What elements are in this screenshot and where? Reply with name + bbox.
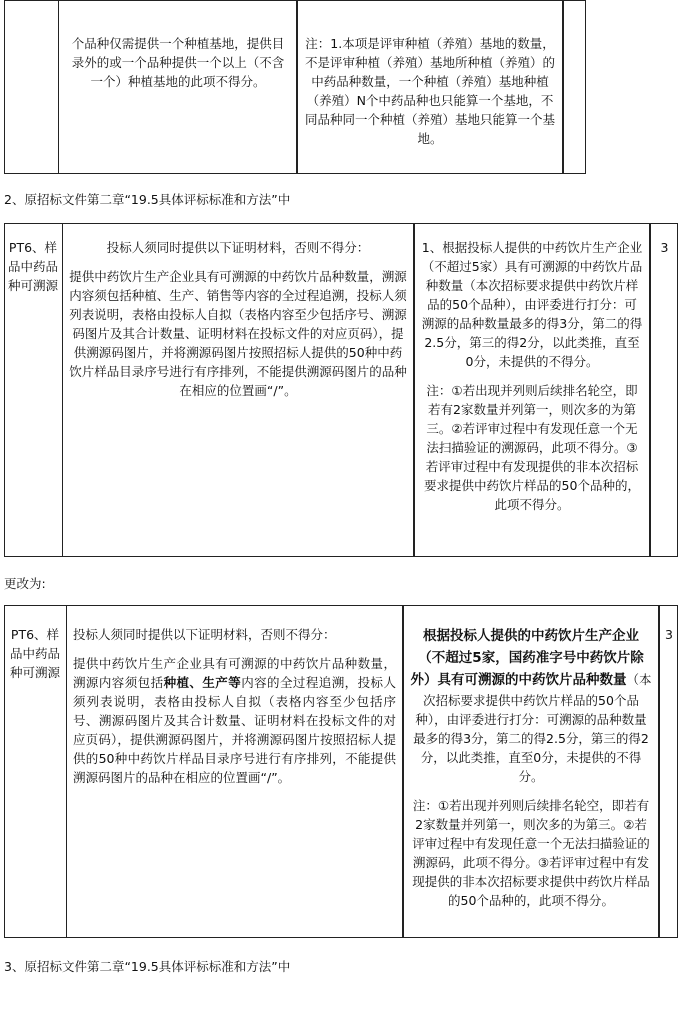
table-3-item-label: PT6、样品中药品种可溯源 bbox=[9, 627, 60, 680]
table-3-requirements bbox=[67, 621, 402, 791]
table-2-points: 3 bbox=[660, 240, 669, 255]
section-heading-2: 2、原招标文件第二章“19.5具体评标标准和方法”中 bbox=[4, 192, 291, 207]
table-3-req-body bbox=[73, 654, 396, 787]
change-label: 更改为: bbox=[4, 576, 46, 591]
table-1-divider bbox=[58, 0, 59, 174]
table-3-score-bold: 根据投标人提供的中药饮片生产企业（不超过5家，国药准字号中药饮片除外）具有可溯源的中药饮片品种数量 bbox=[410, 628, 644, 688]
table-2-req-intro: 投标人须同时提供以下证明材料，否则不得分： bbox=[106, 240, 370, 255]
table-2-requirements bbox=[63, 234, 413, 404]
table-3-req-intro: 投标人须同时提供以下证明材料，否则不得分： bbox=[73, 627, 336, 642]
table-3-scoring bbox=[404, 621, 658, 914]
table-1-middle-text: 个品种仅需提供一个种植基地，提供目录外的或一个品种提供一个以上（不含一个）种植基地的此项不得分。 bbox=[71, 36, 285, 89]
table-3-divider bbox=[658, 605, 660, 938]
table-2-divider bbox=[649, 223, 651, 557]
table-3-score-note: 注：①若出现并列则后续排名轮空，即若有2家数量并列第一，则次多的为第三。②若评审过程中有发现任意一个无法扫描验证的溯源码，此项不得分。③若评审过程中有发现提供的非本次招标要求提供中药饮片样品的50个品种的，此项不得分。 bbox=[412, 798, 650, 908]
table-2-item-label: PT6、样品中药品种可溯源 bbox=[7, 240, 58, 293]
table-2-req-body: 提供中药饮片生产企业具有可溯源的中药饮片品种数量，溯源内容须包括种植、生产、销售等内容的全过程追溯，投标人须列表说明，表格由投标人自拟（表格内容至少包括序号、溯源码图片及其合计数量、证明材料在投标文件的对应页码），提供溯源码图片，并将溯源码图片按照招标人提供的50种中药饮片样品目录序号进行有序排列，不能提供溯源码图片的品种在相应的位置画“/”。 bbox=[69, 269, 407, 398]
table-2-score-rule: 1、根据投标人提供的中药饮片生产企业（不超过5家）具有可溯源的中药饮片品种数量（本次招标要求提供中药饮片样品的50个品种），由评委进行打分：可溯源的品种数量最多的得3分，第二的得2.5分，第三的得2分，以此类推，直至0分，未提供的不得分。 bbox=[421, 240, 643, 369]
table-1-right-text: 注：1.本项是评审种植（养殖）基地的数量，不是评审种植（养殖）基地所种植（养殖）的中药品种数量，一个种植（养殖）基地种植（养殖）N个中药品种也只能算一个基地，不同品种同一个种植（养殖）基地只能算一个基地。 bbox=[304, 36, 555, 146]
table-3-score-rule bbox=[410, 625, 652, 786]
table-2-scoring bbox=[415, 234, 649, 518]
table-3-req-body-bold: 种植、生产等 bbox=[163, 675, 242, 690]
section-heading-3: 3、原招标文件第二章“19.5具体评标标准和方法”中 bbox=[4, 959, 291, 974]
table-3-req-body-b: 内容的全过程追溯，投标人须列表说明，表格由投标人自拟（表格内容至少包括序号、溯源码图片及其合计数量、证明材料在投标文件的对应页码），提供溯源码图片，并将溯源码图片按照招标人提供的50种中药饮片样品目录序号进行有序排列，不能提供溯源码图片的品种在相应的位置画“/”。 bbox=[73, 675, 396, 785]
table-1-divider bbox=[562, 0, 564, 174]
table-3-points: 3 bbox=[665, 627, 673, 642]
table-3-req-body-a: 提供中药饮片生产企业具有可溯源的中药饮片品种数量，溯源内容须包括 bbox=[73, 656, 396, 690]
table-3-score-rest: （本次招标要求提供中药饮片样品的50个品种），由评委进行打分：可溯源的品种数量最多的得3分，第二的得2.5分，第三的得2分，以此类推，直至0分，未提供的不得分。 bbox=[413, 672, 652, 784]
table-2-score-note: 注：①若出现并列则后续排名轮空，即若有2家数量并列第一，则次多的为第三。②若评审过程中有发现任意一个无法扫描验证的溯源码，此项不得分。③若评审过程中有发现提供的非本次招标要求提供中药饮片样品的50个品种的，此项不得分。 bbox=[424, 383, 640, 512]
